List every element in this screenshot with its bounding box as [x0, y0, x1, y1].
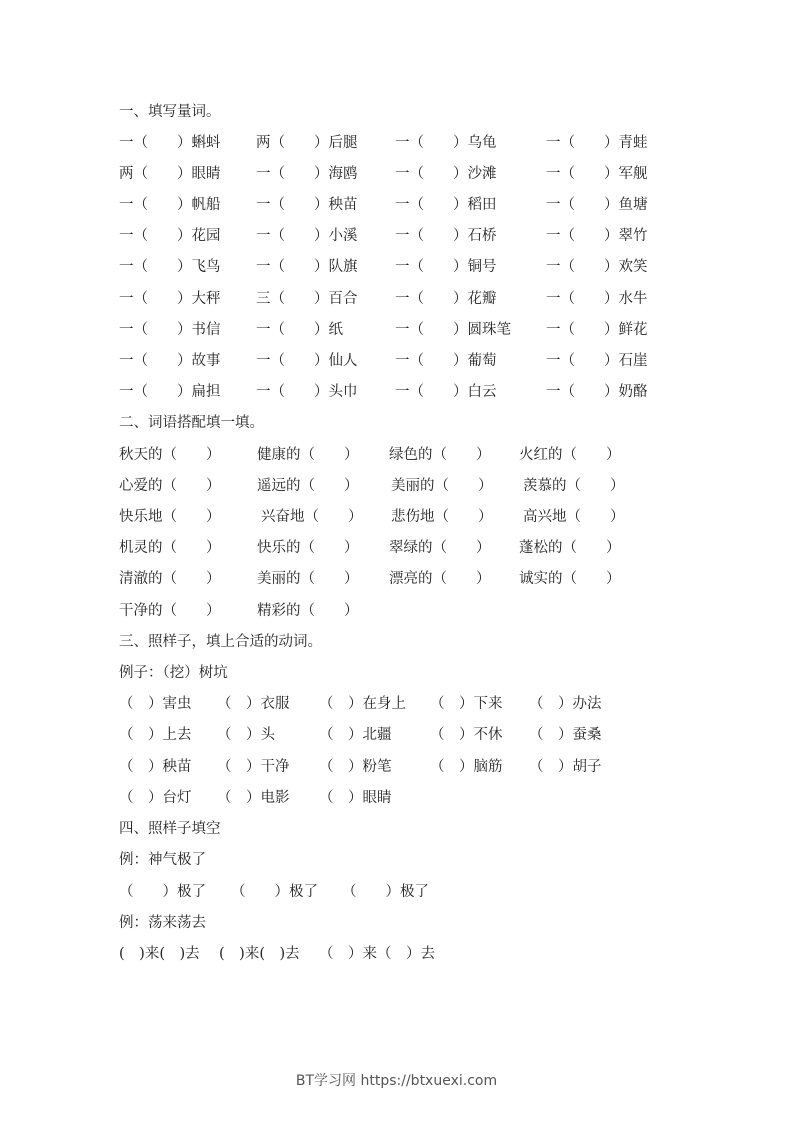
- section4-title: 四、照样子填空: [119, 821, 221, 837]
- s1-item: 一（ ）圆珠笔: [395, 322, 511, 338]
- s1-item: 一（ ）沙滩: [395, 166, 497, 182]
- s1-item: 一（ ）乌龟: [395, 135, 497, 151]
- s1-item: 一（ ）书信: [119, 322, 221, 338]
- s2-item: 高兴地（ ）: [523, 509, 625, 525]
- s1-item: 一（ ）队旗: [256, 259, 358, 275]
- s1-item: 一（ ）蝌蚪: [119, 135, 221, 151]
- s2-item: 兴奋地（ ）: [261, 509, 363, 525]
- s4-item: ( )来( )去: [219, 946, 300, 962]
- s2-item: 遥远的（ ）: [257, 478, 359, 494]
- s3-item: （ ）衣服: [217, 696, 290, 712]
- s3-item: （ ）不休: [430, 727, 503, 743]
- s3-item: （ ）电影: [217, 790, 290, 806]
- s1-item: 一（ ）葡萄: [395, 353, 497, 369]
- s1-item: 一（ ）翠竹: [546, 228, 648, 244]
- s3-item: （ ）头: [217, 727, 275, 743]
- s1-item: 一（ ）头巾: [256, 384, 358, 400]
- s1-item: 三（ ）百合: [256, 291, 358, 307]
- s2-item: 秋天的（ ）: [119, 447, 221, 463]
- s2-item: 悲伤地（ ）: [391, 509, 493, 525]
- s4-item: （ ）极了: [342, 884, 429, 900]
- s3-item: （ ）北疆: [319, 727, 392, 743]
- s1-item: 一（ ）奶酪: [546, 384, 648, 400]
- s1-item: 一（ ）石崖: [546, 353, 648, 369]
- s1-item: 一（ ）帆船: [119, 197, 221, 213]
- s2-item: 心爱的（ ）: [119, 478, 221, 494]
- s2-item: 火红的（ ）: [519, 447, 621, 463]
- s2-item: 精彩的（ ）: [257, 603, 359, 619]
- s1-item: 一（ ）秧苗: [256, 197, 358, 213]
- s1-item: 两（ ）后腿: [256, 135, 358, 151]
- s1-item: 一（ ）鱼塘: [546, 197, 648, 213]
- s2-item: 机灵的（ ）: [119, 540, 221, 556]
- s4-item: （ ）来（ ）去: [319, 946, 435, 962]
- s1-item: 一（ ）大秤: [119, 291, 221, 307]
- s2-item: 蓬松的（ ）: [519, 540, 621, 556]
- s3-item: （ ）干净: [217, 759, 290, 775]
- s1-item: 一（ ）花园: [119, 228, 221, 244]
- s1-item: 一（ ）海鸥: [256, 166, 358, 182]
- s2-item: 健康的（ ）: [257, 447, 359, 463]
- s3-item: （ ）台灯: [119, 790, 192, 806]
- s4-item: ( )来( )去: [119, 946, 200, 962]
- s3-item: （ ）胡子: [529, 759, 602, 775]
- s1-item: 一（ ）铜号: [395, 259, 497, 275]
- s2-item: 清澈的（ ）: [119, 571, 221, 587]
- s3-item: （ ）蚕桑: [529, 727, 602, 743]
- s1-item: 一（ ）青蛙: [546, 135, 648, 151]
- s1-item: 一（ ）飞鸟: [119, 259, 221, 275]
- s1-item: 一（ ）军舰: [546, 166, 648, 182]
- s1-item: 一（ ）欢笑: [546, 259, 648, 275]
- section3-title: 三、照样子，填上合适的动词。: [119, 634, 322, 650]
- s2-item: 快乐的（ ）: [257, 540, 359, 556]
- s2-item: 翠绿的（ ）: [389, 540, 491, 556]
- s1-item: 一（ ）小溪: [256, 228, 358, 244]
- s2-item: 绿色的（ ）: [389, 447, 491, 463]
- s2-item: 羡慕的（ ）: [523, 478, 625, 494]
- s3-item: （ ）粉笔: [319, 759, 392, 775]
- s2-item: 美丽的（ ）: [391, 478, 493, 494]
- s1-item: 一（ ）白云: [395, 384, 497, 400]
- s2-item: 干净的（ ）: [119, 603, 221, 619]
- s1-item: 一（ ）石桥: [395, 228, 497, 244]
- section4-example1: 例：神气极了: [119, 852, 206, 868]
- s4-item: （ ）极了: [119, 884, 206, 900]
- s2-item: 美丽的（ ）: [257, 571, 359, 587]
- s1-item: 一（ ）仙人: [256, 353, 358, 369]
- s3-item: （ ）脑筋: [430, 759, 503, 775]
- s2-item: 诚实的（ ）: [519, 571, 621, 587]
- footer-watermark: BT学习网 https://btxuexi.com: [295, 1073, 498, 1089]
- section1-title: 一、填写量词。: [119, 104, 221, 120]
- s1-item: 一（ ）花瓣: [395, 291, 497, 307]
- s3-item: （ ）在身上: [319, 696, 406, 712]
- s1-item: 一（ ）鲜花: [546, 322, 648, 338]
- s3-item: （ ）办法: [529, 696, 602, 712]
- section4-example2: 例：荡来荡去: [119, 915, 206, 931]
- s2-item: 快乐地（ ）: [119, 509, 221, 525]
- s3-item: （ ）眼睛: [319, 790, 392, 806]
- s1-item: 一（ ）扁担: [119, 384, 221, 400]
- s1-item: 一（ ）水牛: [546, 291, 648, 307]
- s3-item: （ ）害虫: [119, 696, 192, 712]
- s2-item: 漂亮的（ ）: [389, 571, 491, 587]
- section2-title: 二、词语搭配填一填。: [119, 415, 264, 431]
- s1-item: 两（ ）眼睛: [119, 166, 221, 182]
- s4-item: （ ）极了: [231, 884, 318, 900]
- s1-item: 一（ ）纸: [256, 322, 343, 338]
- section3-example: 例子：（挖）树坑: [119, 665, 228, 681]
- s3-item: （ ）上去: [119, 727, 192, 743]
- s3-item: （ ）下来: [430, 696, 503, 712]
- s1-item: 一（ ）稻田: [395, 197, 497, 213]
- s1-item: 一（ ）故事: [119, 353, 221, 369]
- s3-item: （ ）秧苗: [119, 759, 192, 775]
